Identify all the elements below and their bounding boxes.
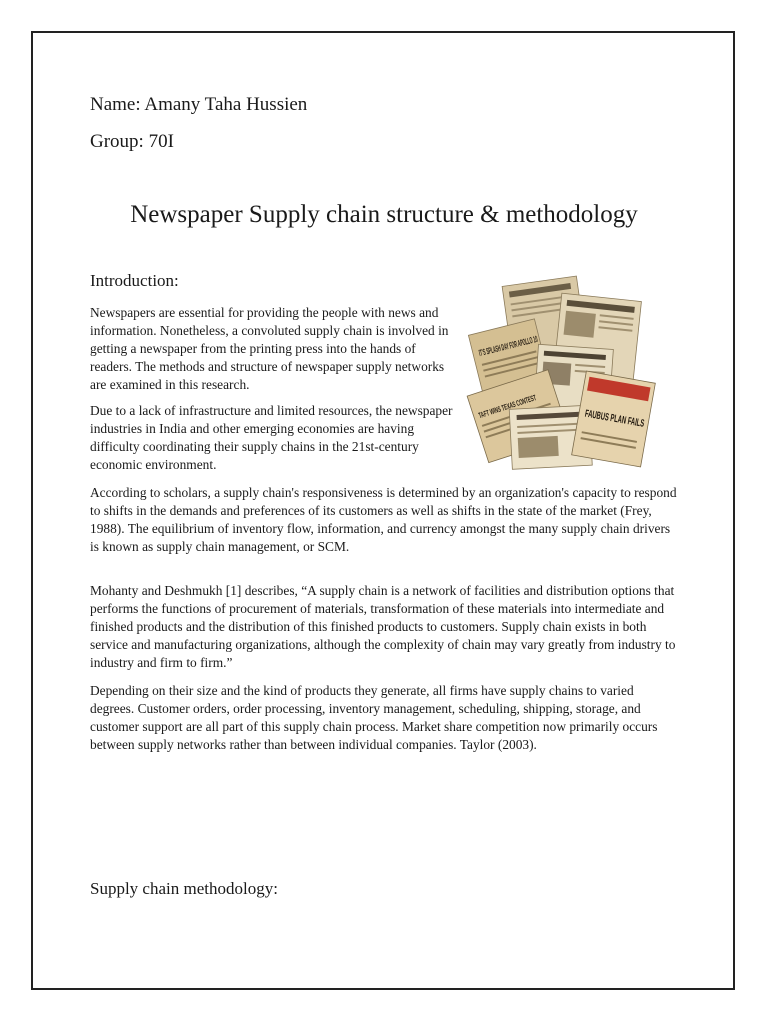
intro-paragraph-4: Mohanty and Deshmukh [1] describes, “A supply chain is a network of facilities and distribution options that performs the functions of procurement of materials, transformation of these materials into intermediate and finished products and the distribution of this finished products to customers. Supply chain exists in both service and manufacturing organizations, although the complexity of chain may vary greatly from industry to industry and firm to firm.” bbox=[90, 583, 676, 670]
newspapers-image bbox=[466, 272, 692, 472]
student-name: Name: Amany Taha Hussien bbox=[90, 94, 308, 115]
intro-paragraph-1: Newspapers are essential for providing the people with news and information. Nonetheless, a convoluted supply chain is involved in getting a newspaper from the printing press into the hands of readers. The methods and structure of newspaper supply networks are examined in this research. bbox=[90, 305, 449, 392]
intro-paragraph-3: According to scholars, a supply chain's responsiveness is determined by an organization's capacity to respond to shifts in the demands and preferences of its customers as well as shifts in the state of the market (Frey, 1988). The equilibrium of inventory flow, information, and currency amongst the many supply chain drivers is known as supply chain management, or SCM. bbox=[90, 485, 677, 554]
methodology-heading: Supply chain methodology: bbox=[90, 879, 278, 898]
intro-paragraph-2: Due to a lack of infrastructure and limited resources, the newspaper industries in India and other emerging economies are having difficulty coordinating their supply chains in the 21st-century economic environment. bbox=[90, 403, 453, 472]
headline-2-text: TAFT WINS TEXAS CONTEST bbox=[477, 376, 588, 421]
headline-3-text: FAUBUS PLAN FAILS bbox=[583, 407, 692, 439]
student-group: Group: 70I bbox=[90, 131, 174, 152]
intro-paragraph-5: Depending on their size and the kind of products they generate, all firms have supply chains to varied degrees. Customer orders, order processing, inventory management, scheduling, shipping, storage, and customer support are all part of this supply chain process. Market share competition now primarily occurs between supply networks rather than between individual companies. Taylor (2003). bbox=[90, 683, 658, 752]
introduction-heading: Introduction: bbox=[90, 271, 179, 290]
document-title: Newspaper Supply chain structure & methodology bbox=[130, 201, 638, 228]
